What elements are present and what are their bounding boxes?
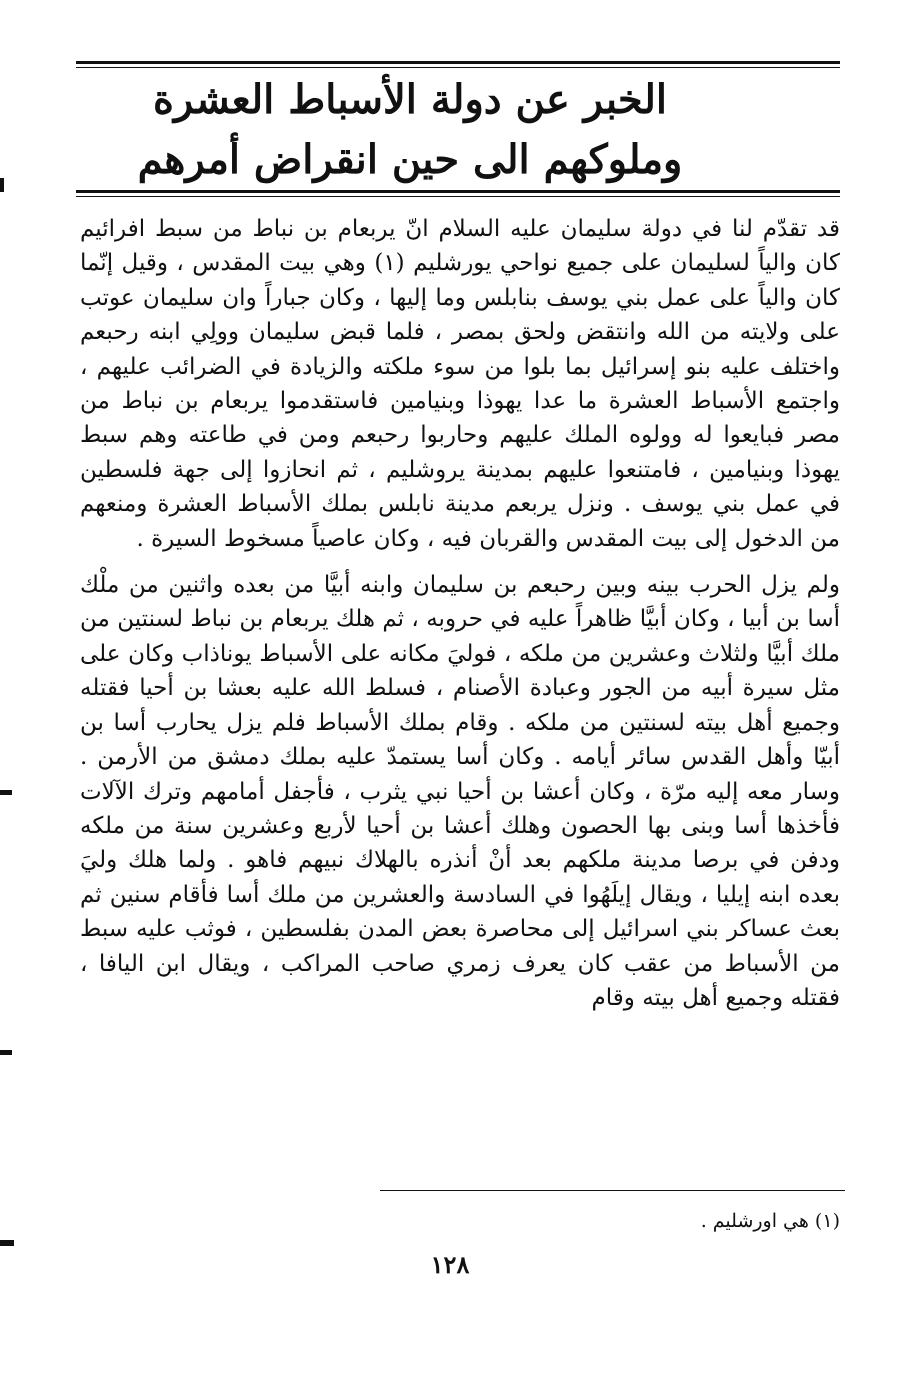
top-rule-thick — [76, 61, 840, 64]
paragraph-2: ولم يزل الحرب بينه وبين رحبعم بن سليمان وابنه أبيَّا من بعده واثنين من ملْك أسا بن أبيا ، وكان أبيَّا ظاهراً عليه في حروبه ، ثم هلك يربعام بن نباط لسنتين من ملك أبيَّا ولثلاث وعشرين من ملكه ، فوليَ مكانه على الأسباط يوناذاب وكان على مثل سيرة أبيه من الجور وعبادة الأصنام ، فسلط الله عليه بعشا بن أحيا فقتله وجميع أهل بيته لسنتين من ملكه . وقام بملك الأسباط فلم يزل يحارب أسا بن أبيّا وأهل القدس سائر أيامه . وكان أسا يستمدّ عليه بملك دمشق من الأرمن . وسار معه إليه مرّة ، وكان أعشا بن أحيا نبي يثرب ، فأجفل أمامهم وترك الآلات فأخذها أسا وبنى بها الحصون وهلك أعشا بن أحيا لأربع وعشرين سنة من ملكه ودفن في برصا مدينة ملكهم بعد أنْ أنذره بالهلاك نبيهم فاهو . ولما هلك وليَ بعده ابنه إيليا ، ويقال إيلَهُوا في السادسة والعشرين من ملك أسا فأقام سنين ثم بعث عساكر بني اسرائيل إلى محاصرة بعض المدن بفلسطين ، فوثب عليه سبط من الأسباط من عقب كان يعرف زمري صاحب المراكب ، ويقال ابن اليافا ، فقتله وجميع أهل بيته وقام — [80, 572, 840, 1011]
paragraph-1: قد تقدّم لنا في دولة سليمان عليه السلام انّ يربعام بن نباط من سبط افرائيم كان والياً لسليمان على جميع نواحي يورشليم (١) وهي بيت المقدس ، وقيل إنّما كان والياً على عمل بني يوسف بنابلس وما إليها ، وكان جباراً وان سليمان عوتب على ولايته من الله وانتقض ولحق بمصر ، فلما قبض سليمان وولِي ابنه رحبعم واختلف عليه بنو إسرائيل بما بلوا من سوء ملكته والزيادة في الضرائب عليهم ، واجتمع الأسباط العشرة ما عدا يهوذا وبنيامين فاستقدموا يربعام بن نباط من مصر فبايعوا له وولوه الملك عليهم وحاربوا رحبعم ومن في طاعته وهم سبط يهوذا وبنيامين ، فامتنعوا عليهم بمدينة يروشليم ، ثم انحازوا إلى جهة فلسطين في عمل بني يوسف . ونزل يربعم مدينة نابلس بملك الأسباط العشرة ومنعهم من الدخول إلى بيت المقدس والقربان فيه ، وكان عاصياً مسخوط السيرة . — [80, 216, 840, 552]
page-number: ١٢٨ — [430, 1250, 470, 1279]
scan-edge-mark — [0, 1050, 12, 1055]
footnote-rule — [380, 1190, 845, 1191]
scan-edge-mark — [0, 790, 12, 795]
top-rule-thin — [76, 67, 840, 68]
footnote: (١) هي اورشليم . — [700, 1210, 840, 1232]
body-text — [80, 212, 840, 1015]
scan-edge-mark — [0, 178, 4, 192]
title-bottom-rule-thin — [76, 196, 840, 197]
chapter-title: الخبر عن دولة الأسباط العشرة وملوكهم الى حين انقراض أمرهم — [137, 76, 683, 183]
title-bottom-rule-thick — [76, 190, 840, 193]
scan-edge-mark — [0, 1240, 14, 1246]
